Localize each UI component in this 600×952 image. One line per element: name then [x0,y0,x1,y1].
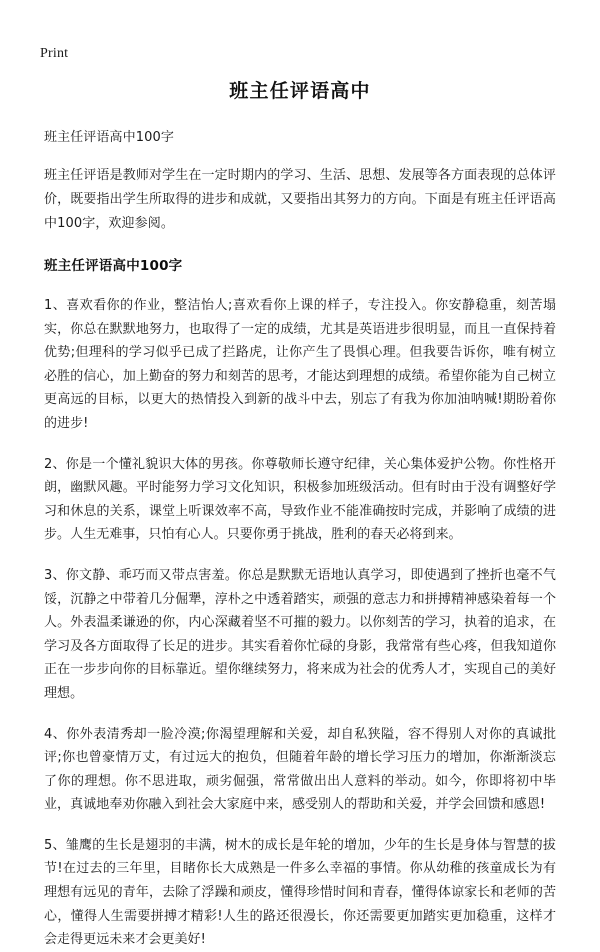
comment-paragraph-3: 3、你文静、乖巧而又带点害羞。你总是默默无语地认真学习，即使遇到了挫折也毫不气馁，沉静之中带着几分倔犟，淳朴之中透着踏实，顽强的意志力和拼搏精神感染着每一个人。外表温柔谦逊的你，内心深藏着坚不可摧的毅力。以你刻苦的学习，执着的追求，在学习及各方面取得了长足的进步。其实看着你忙碌的身影，我常常有些心疼，但我知道你正在一步步向你的目标靠近。望你继续努力，将来成为社会的优秀人才，实现自己的美好理想。 [44,567,556,701]
page-title: 班主任评语高中 [229,80,371,102]
document-content [44,78,556,952]
comment-paragraph-4: 4、你外表清秀却一脸冷漠;你渴望理解和关爱，却自私狭隘，容不得别人对你的真诚批评;你也曾豪情万丈，有过远大的抱负，但随着年龄的增长学习压力的增加，你渐渐淡忘了你的理想。你不思进取，顽劣倔强，常常做出出人意料的举动。如今，你即将初中毕业，真诚地奉劝你融入到社会大家庭中来，感受别人的帮助和关爱，并学会回馈和感恩! [44,726,556,813]
comment-paragraph-2: 2、你是一个懂礼貌识大体的男孩。你尊敬师长遵守纪律，关心集体爱护公物。你性格开朗，幽默风趣。平时能努力学习文化知识，积极参加班级活动。但有时由于没有调整好学习和休息的关系，课堂上听课效率不高，导致作业不能准确按时完成，并影响了成绩的进步。人生无难事，只怕有心人。只要你勇于挑战，胜利的春天必将到来。 [44,456,556,543]
document-intro-paragraph: 班主任评语是教师对学生在一定时期内的学习、生活、思想、发展等各方面表现的总体评价，既要指出学生所取得的进步和成就，又要指出其努力的方向。下面是有班主任评语高中100字，欢迎参阅。 [44,168,556,231]
comment-paragraph-5: 5、雏鹰的生长是翅羽的丰满，树木的成长是年轮的增加，少年的生长是身体与智慧的拔节!在过去的三年里，目睹你长大成熟是一件多么幸福的事情。你从幼稚的孩童成长为有理想有远见的青年，去除了浮躁和顽皮，懂得珍惜时间和青春，懂得体谅家长和老师的苦心，懂得人生需要拼搏才精彩!人生的路还很漫长，你还需要更加踏实更加稳重，这样才会走得更远未来才会更美好! [44,837,556,948]
section-heading: 班主任评语高中100字 [44,258,183,274]
comment-paragraph-1: 1、喜欢看你的作业，整洁怡人;喜欢看你上课的样子，专注投入。你安静稳重，刻苦塌实，你总在默默地努力，也取得了一定的成绩，尤其是英语进步很明显，而且一直保持着优势;但理科的学习似乎已成了拦路虎，让你产生了畏惧心理。但我要告诉你，唯有树立必胜的信心，加上勤奋的努力和刻苦的思考，才能达到理想的成绩。希望你能为自己树立更高远的目标，以更大的热情投入到新的战斗中去，别忘了有我为你加油呐喊!期盼着你的进步! [44,298,556,431]
print-link[interactable]: Print [40,46,69,61]
document-subtitle: 班主任评语高中100字 [44,130,174,145]
